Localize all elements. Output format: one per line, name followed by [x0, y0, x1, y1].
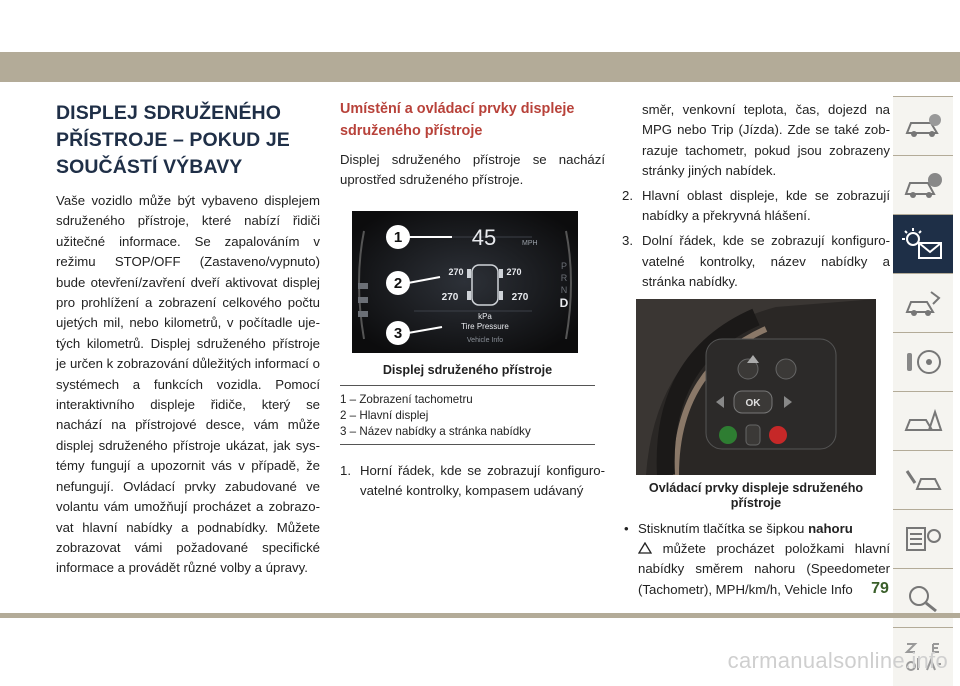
legend-item-3: 3 – Název nabídky a stránka nabídky: [340, 424, 531, 438]
intro-paragraph: Vaše vozidlo může být vybaveno displejem sdruženého přístroje, které nabízí řidiči užitečné informace. Se zapalováním v režimu STOP/OFF (Zastaveno/vypnuto) bude otevření/zavření dveří aktivovat displej pro prohlížení a zobrazení celkového počtu ujetých mil, nebo kilometrů, v počítadle ujetých kilometrů. Displej sdruženého přístroje je určen k zobrazování důležitých informací o systémech a funkcích vozidla. Pomocí interaktivního displeje řidiče, který se nachází na přístrojové desce, vám může displej sdruženého přístroje ukázat, jak systémy fungují a upozornit vás v případě, že nefungují. Ovládací prvky zabudované ve volantu vám umožňují procházet a zobrazovat hlavní nabídky a podnabídky. Můžete zobrazovat vámi požadované specifické informace a provádět různé volby a úpravy.: [56, 193, 320, 576]
bottom-band: [0, 613, 960, 618]
gear-r: R: [560, 272, 568, 283]
settings-list-icon: [903, 524, 943, 554]
list-number-3: 3.: [622, 233, 633, 249]
subsection-title: Umístění a ovládací prvky displeje sdruženého přístroje: [340, 101, 575, 139]
steering-controls-photo: [636, 299, 876, 475]
page-number: 79: [871, 580, 889, 597]
tab-safety[interactable]: [893, 273, 953, 332]
pressure-unit: kPa: [478, 311, 492, 321]
legend-item-1: 1 – Zobrazení tachometru: [340, 392, 473, 406]
tire-front-left: 270: [448, 266, 464, 277]
bullet-bold: nahoru: [808, 520, 853, 536]
chapter-tabs: [893, 96, 953, 686]
car-crash-icon: [903, 288, 943, 318]
column-left: [56, 96, 320, 579]
list-item-1-continuation: směr, venkovní teplota, čas, dojezd na MPG nebo Trip (Jízda). Zde se také zobrazuje tachometr, pokud jsou zobrazeny stránky jiných nabídek.: [642, 102, 890, 179]
list-item-2-text: Hlavní oblast displeje, kde se zobrazují nabídky a překryvná hlášení.: [642, 187, 890, 224]
numbered-list-start: [340, 461, 605, 502]
tab-service[interactable]: [893, 450, 953, 509]
column-right: [622, 100, 890, 600]
search-icon: [903, 583, 943, 613]
car-info-icon: [903, 111, 943, 141]
watermark: carmanualsonline.info: [727, 648, 948, 673]
callout-1: 1: [393, 228, 403, 246]
section-title: DISPLEJ SDRUŽENÉHO PŘÍSTROJE – POKUD JE SOUČÁSTÍ VÝBAVY: [56, 102, 290, 178]
bullet-lead: Stisknutím tlačítka se šipkou: [638, 520, 805, 536]
wrench-car-icon: [903, 465, 943, 495]
numbered-list-continued: [622, 186, 890, 293]
bullet-dot: •: [624, 520, 629, 536]
tire-rear-left: 270: [441, 291, 459, 303]
tab-search[interactable]: [893, 568, 953, 627]
speed-unit: MPH: [522, 239, 538, 247]
tab-car-info[interactable]: [893, 96, 953, 155]
steering-controls-graphic: [636, 299, 876, 475]
bullet-item: [622, 519, 890, 601]
subsection-text: Displej sdruženého přístroje se nachází uprostřed sdruženého přístroje.: [340, 152, 605, 188]
column-middle: [340, 96, 605, 502]
top-band: [0, 52, 960, 82]
list-item-2: [622, 186, 890, 227]
list-number-2: 2.: [622, 187, 633, 203]
tab-driving[interactable]: [893, 332, 953, 391]
callout-2: 2: [393, 274, 403, 292]
tab-emergency[interactable]: [893, 391, 953, 450]
car-warning-icon: [903, 170, 943, 200]
gear-d: D: [559, 295, 569, 310]
list-item-3: [622, 231, 890, 292]
vehicle-info-label: Vehicle Info: [466, 336, 504, 344]
figure1-legend: [340, 385, 595, 445]
cluster-display-graphic: [352, 211, 578, 353]
tire-rear-right: 270: [511, 291, 529, 303]
ok-button-label: OK: [745, 397, 761, 409]
list-number-1: 1.: [340, 462, 351, 478]
tire-pressure-label: Tire Pressure: [461, 321, 509, 331]
tire-front-right: 270: [506, 266, 522, 277]
speed-readout: 45: [471, 224, 497, 250]
list-item-1: [340, 461, 605, 502]
gear-n: N: [560, 284, 568, 295]
list-item-3-text: Dolní řádek, kde se zobrazují konfigurovatelné kontrolky, název nabídky a stránka nabídky.: [642, 233, 890, 290]
bullet-rest: můžete procházet položkami hlavní nabídky směrem nahoru (Speedometer (Tachometr), MPH/km/h, Vehicle Info: [638, 541, 890, 597]
steering-wheel-icon: [903, 347, 943, 377]
tab-car-warning[interactable]: [893, 155, 953, 214]
roadside-warning-icon: [903, 406, 943, 436]
light-message-icon: [901, 227, 945, 261]
callout-3: 3: [393, 324, 403, 342]
tab-display-messages[interactable]: [893, 214, 953, 273]
cluster-figure: [340, 211, 595, 445]
figure2-caption: Ovládací prvky displeje sdruženého přístroje: [648, 480, 864, 510]
up-arrow-icon: [638, 542, 652, 554]
figure1-caption: Displej sdruženého přístroje: [382, 362, 553, 377]
list-item-1-text: Horní řádek, kde se zobrazují konfigurovatelné kontrolky, kompasem udávaný: [360, 462, 605, 499]
cluster-display: [352, 211, 578, 353]
legend-item-2: 2 – Hlavní displej: [340, 408, 429, 422]
tab-specifications[interactable]: [893, 509, 953, 568]
gear-p: P: [560, 260, 568, 271]
